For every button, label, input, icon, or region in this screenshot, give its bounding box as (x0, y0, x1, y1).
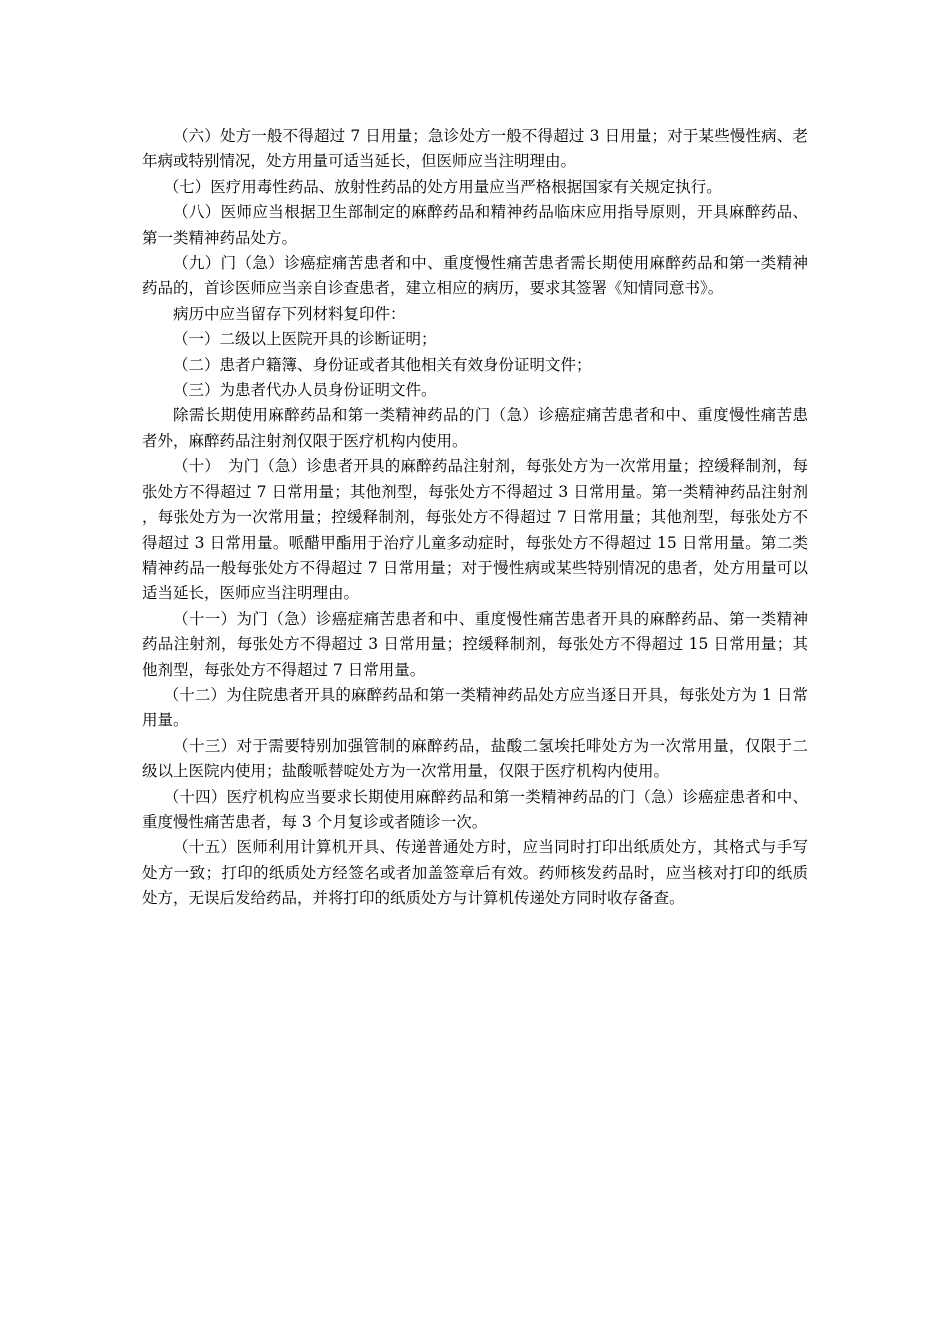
paragraph-item-15: （十五）医师利用计算机开具、传递普通处方时，应当同时打印出纸质处方，其格式与手写处方一致；打印的纸质处方经签名或者加盖签章后有效。药师核发药品时，应当核对打印的纸质处方，无误后发给药品，并将打印的纸质处方与计算机传递处方同时收存备查。 (142, 838, 808, 908)
paragraph-item-9: （九）门（急）诊癌症痛苦患者和中、重度慢性痛苦患者需长期使用麻醉药品和第一类精神药品的，首诊医师应当亲自诊查患者，建立相应的病历，要求其签署《知情同意书》。 (142, 254, 808, 298)
paragraph-item-10: （十） 为门（急）诊患者开具的麻醉药品注射剂，每张处方为一次常用量；控缓释制剂，每张处方不得超过 7 日常用量；其他剂型，每张处方不得超过 3 日常用量。第一类精神药品注射剂，每张处方为一次常用量；控缓释制剂，每张处方不得超过 7 日常用量；其他剂型，每张处方不得超过 3 日常用量。哌醋甲酯用于治疗儿童多动症时，每张处方不得超过 15 日常用量。第二类精神药品一般每张处方不得超过 7 日常用量；对于慢性病或某些特别情况的患者，处方用量可以适当延长，医师应当注明理由。 (142, 457, 808, 603)
paragraph-item-13: （十三）对于需要特别加强管制的麻醉药品，盐酸二氢埃托啡处方为一次常用量，仅限于二级以上医院内使用；盐酸哌替啶处方为一次常用量，仅限于医疗机构内使用。 (142, 736, 808, 781)
paragraph-item-11: （十一）为门（急）诊癌症痛苦患者和中、重度慢性痛苦患者开具的麻醉药品、第一类精神药品注射剂，每张处方不得超过 3 日常用量；控缓释制剂，每张处方不得超过 15 日常用量；其他剂型，每张处方不得超过 7 日常用量。 (142, 609, 808, 679)
paragraph-records-1: （一）二级以上医院开具的诊断证明； (173, 330, 437, 349)
paragraph-records-3: （三）为患者代办人员身份证明文件。 (173, 381, 437, 400)
paragraph-item-7: （七）医疗用毒性药品、放射性药品的处方用量应当严格根据国家有关规定执行。 (163, 177, 722, 196)
paragraph-records-2: （二）患者户籍簿、身份证或者其他相关有效身份证明文件； (173, 355, 592, 374)
paragraph-item-12: （十二）为住院患者开具的麻醉药品和第一类精神药品处方应当逐日开具，每张处方为 1 日常用量。 (142, 685, 808, 730)
paragraph-item-14: （十四）医疗机构应当要求长期使用麻醉药品和第一类精神药品的门（急）诊癌症患者和中、重度慢性痛苦患者，每 3 个月复诊或者随诊一次。 (142, 787, 808, 831)
paragraph-item-6: （六）处方一般不得超过 7 日用量；急诊处方一般不得超过 3 日用量；对于某些慢性病、老年病或特别情况，处方用量可适当延长，但医师应当注明理由。 (142, 127, 808, 171)
paragraph-injection-restriction: 除需长期使用麻醉药品和第一类精神药品的门（急）诊癌症痛苦患者和中、重度慢性痛苦患者外，麻醉药品注射剂仅限于医疗机构内使用。 (142, 406, 808, 450)
document-body (142, 124, 808, 912)
paragraph-item-8: （八）医师应当根据卫生部制定的麻醉药品和精神药品临床应用指导原则，开具麻醉药品、第一类精神药品处方。 (142, 203, 808, 247)
paragraph-records-intro: 病历中应当留存下列材料复印件： (173, 304, 406, 323)
